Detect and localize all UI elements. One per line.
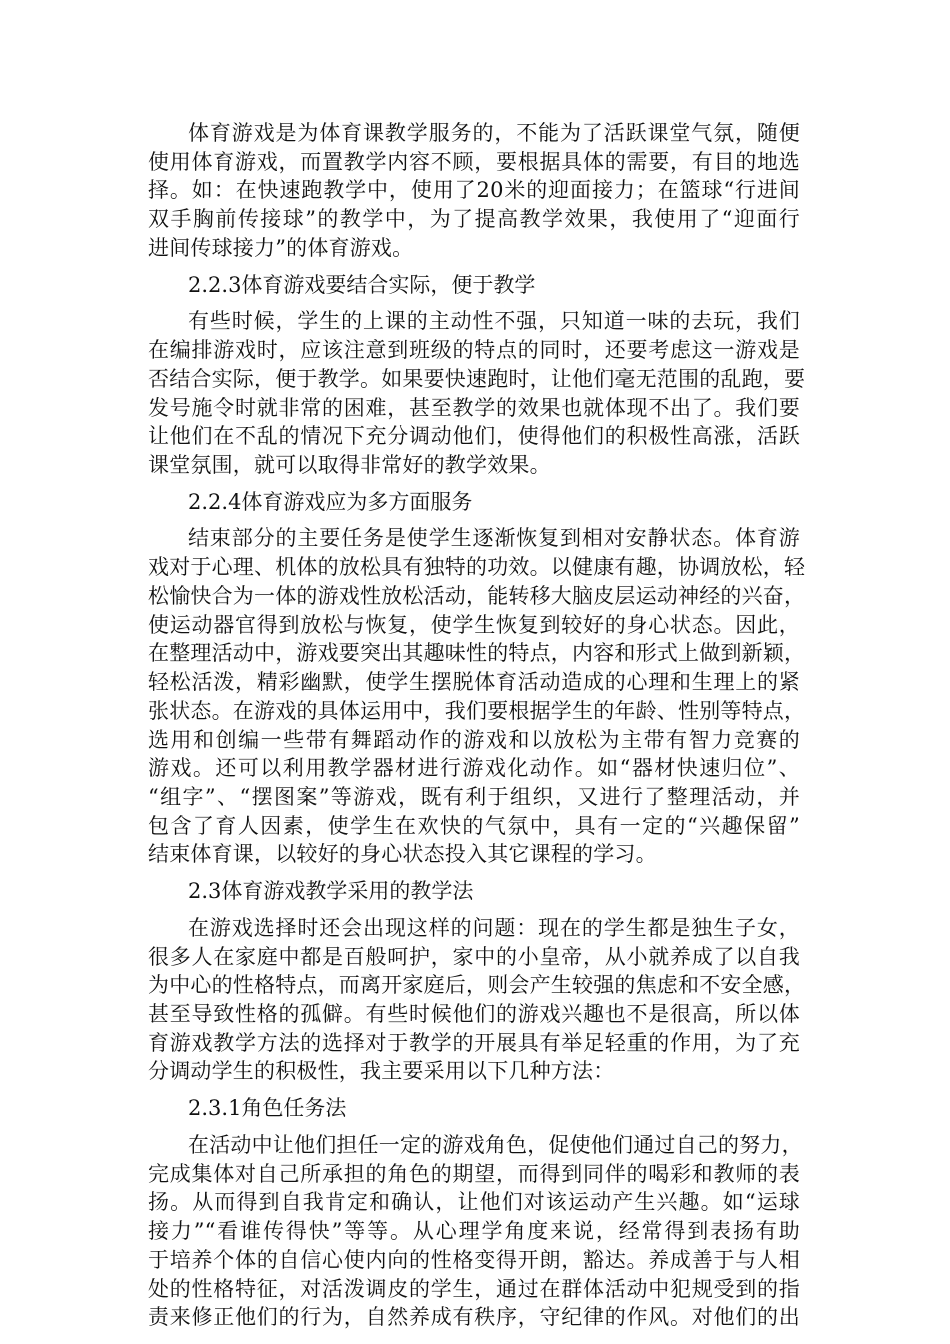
section-heading: 2.3.1角色任务法 <box>188 1096 347 1121</box>
paragraph-line: 为中心的性格特点，而离开家庭后，则会产生较强的焦虑和不安全感， <box>148 973 806 998</box>
paragraph-line: “组字”、“摆图案”等游戏，既有利于组织，又进行了整理活动，并 <box>148 784 800 809</box>
paragraph-line: 完成集体对自己所承担的角色的期望，而得到同伴的喝彩和教师的表 <box>148 1161 800 1186</box>
paragraph-line: 在游戏选择时还会出现这样的问题：现在的学生都是独生子女， <box>188 915 800 940</box>
paragraph-line: 课堂氛围，就可以取得非常好的教学效果。 <box>148 452 551 477</box>
paragraph-line: 否结合实际，便于教学。如果要快速跑时，让他们毫无范围的乱跑，要 <box>148 366 806 391</box>
paragraph-line: 接力”“看谁传得快”等等。从心理学角度来说，经常得到表扬有助 <box>148 1219 800 1244</box>
paragraph-line: 使运动器官得到放松与恢复，使学生恢复到较好的身心状态。因此， <box>148 612 800 637</box>
paragraph-line: 在活动中让他们担任一定的游戏角色，促使他们通过自己的努力， <box>188 1132 803 1157</box>
paragraph-line: 于培养个体的自信心使内向的性格变得开朗，豁达。养成善于与人相 <box>148 1247 800 1272</box>
paragraph-line: 结束部分的主要任务是使学生逐渐恢复到相对安静状态。体育游 <box>188 526 800 551</box>
section-heading: 2.3体育游戏教学采用的教学法 <box>188 879 474 904</box>
section-heading: 2.2.4体育游戏应为多方面服务 <box>188 489 473 514</box>
section-heading: 2.2.3体育游戏要结合实际，便于教学 <box>188 272 536 297</box>
paragraph-line: 在编排游戏时，应该注意到班级的特点的同时，还要考虑这一游戏是 <box>148 338 800 363</box>
paragraph-line: 择。如：在快速跑教学中，使用了20米的迎面接力；在篮球“行进间 <box>148 178 800 203</box>
paragraph-line: 包含了育人因素，使学生在欢快的气氛中，具有一定的“兴趣保留” <box>148 813 800 838</box>
paragraph-line: 很多人在家庭中都是百般呵护，家中的小皇帝，从小就养成了以自我 <box>148 944 800 969</box>
paragraph-line: 双手胸前传接球”的教学中，为了提高教学效果，我使用了“迎面行 <box>148 207 800 232</box>
paragraph-line: 责来修正他们的行为，自然养成有秩序，守纪律的作风。对他们的出 <box>148 1305 800 1330</box>
paragraph-line: 进间传球接力”的体育游戏。 <box>148 235 414 260</box>
paragraph-line: 扬。从而得到自我肯定和确认，让他们对该运动产生兴趣。如“运球 <box>148 1190 800 1215</box>
paragraph-line: 使用体育游戏，而置教学内容不顾，要根据具体的需要，有目的地选 <box>148 149 800 174</box>
paragraph-line: 选用和创编一些带有舞蹈动作的游戏和以放松为主带有智力竞赛的 <box>148 727 800 752</box>
paragraph-line: 结束体育课，以较好的身心状态投入其它课程的学习。 <box>148 842 657 867</box>
paragraph-line: 育游戏教学方法的选择对于教学的开展具有举足轻重的作用，为了充 <box>148 1030 800 1055</box>
paragraph-line: 发号施令时就非常的困难，甚至教学的效果也就体现不出了。我们要 <box>148 395 800 420</box>
paragraph-line: 张状态。在游戏的具体运用中，我们要根据学生的年龄、性别等特点， <box>148 698 806 723</box>
paragraph-line: 让他们在不乱的情况下充分调动他们，使得他们的积极性高涨，活跃 <box>148 424 800 449</box>
paragraph-line: 体育游戏是为体育课教学服务的，不能为了活跃课堂气氛，随便 <box>188 121 800 145</box>
paragraph-line: 处的性格特征，对活泼调皮的学生，通过在群体活动中犯规受到的指 <box>148 1276 800 1301</box>
paragraph-line: 分调动学生的积极性，我主要采用以下几种方法： <box>148 1059 615 1084</box>
paragraph-line: 甚至导致性格的孤僻。有些时候他们的游戏兴趣也不是很高，所以体 <box>148 1002 800 1027</box>
paragraph-line: 松愉快合为一体的游戏性放松活动，能转移大脑皮层运动神经的兴奋， <box>148 583 806 608</box>
paragraph-line: 游戏。还可以利用教学器材进行游戏化动作。如“器材快速归位”、 <box>148 756 800 781</box>
paragraph-line: 有些时候，学生的上课的主动性不强，只知道一味的去玩，我们 <box>188 309 800 334</box>
paragraph-line: 轻松活泼，精彩幽默，使学生摆脱体育活动造成的心理和生理上的紧 <box>148 670 800 695</box>
paragraph-line: 戏对于心理、机体的放松具有独特的功效。以健康有趣，协调放松，轻 <box>148 555 806 580</box>
paragraph-line: 在整理活动中，游戏要突出其趣味性的特点，内容和形式上做到新颖， <box>148 641 806 666</box>
